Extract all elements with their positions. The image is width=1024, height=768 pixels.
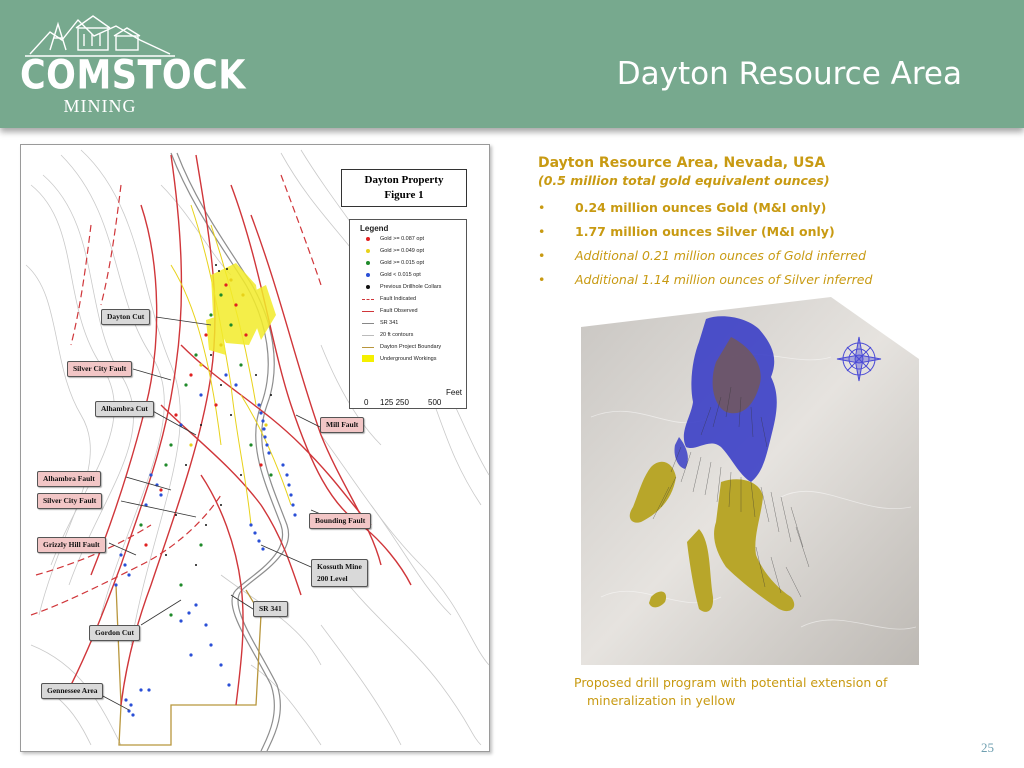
legend-dot-icon — [366, 273, 370, 277]
legend-item-label: Fault Indicated — [380, 296, 417, 302]
legend-item-label: 20 ft contours — [380, 332, 414, 338]
bullet-silver-inferred — [538, 268, 978, 292]
legend-item — [350, 341, 466, 353]
bullet-gold-inferred — [538, 244, 978, 268]
callout-gordon-cut: Gordon Cut — [89, 625, 140, 641]
legend-item-label: Gold >= 0.087 opt — [380, 236, 425, 242]
callout-dayton-cut: Dayton Cut — [101, 309, 150, 325]
scale-tick-0: 0 — [364, 398, 369, 407]
model-caption — [574, 674, 954, 710]
legend-line-swatch — [362, 299, 374, 300]
legend-item-label: SR 341 — [380, 320, 399, 326]
map-title-line2: Figure 1 — [384, 189, 424, 201]
legend-item — [350, 281, 466, 293]
legend-item-label: Fault Observed — [380, 308, 418, 314]
caption-line2: mineralization in yellow — [587, 693, 736, 708]
kossuth-line2: 200 Level — [317, 574, 348, 583]
legend-items — [350, 233, 466, 365]
bullet-list — [538, 196, 978, 292]
legend-line-swatch — [362, 323, 374, 324]
legend-item — [350, 353, 466, 365]
caption-line1: Proposed drill program with potential extension of — [574, 675, 888, 690]
legend-item — [350, 257, 466, 269]
kossuth-line1: Kossuth Mine — [317, 562, 362, 571]
logo-subtitle: MINING — [63, 96, 137, 116]
dayton-property-map — [20, 144, 490, 752]
slide-header — [0, 0, 1024, 128]
callout-sr341: SR 341 — [253, 601, 288, 617]
bullet-text: 0.24 million ounces Gold (M&I only) — [575, 200, 827, 215]
bullet-gold-mi — [538, 196, 978, 220]
bullet-text: Additional 1.14 million ounces of Silver inferred — [575, 272, 873, 287]
callout-gennessee-area: Gennessee Area — [41, 683, 103, 699]
legend-item-label: Dayton Project Boundary — [380, 344, 442, 350]
bullet-silver-mi — [538, 220, 978, 244]
map-title-line1: Dayton Property — [364, 174, 444, 186]
legend-dot-icon — [366, 249, 370, 253]
callout-alhambra-fault: Alhambra Fault — [37, 471, 101, 487]
3d-orebody-model — [581, 297, 919, 665]
legend-item — [350, 305, 466, 317]
legend-line-swatch — [362, 347, 374, 348]
scale-unit: Feet — [446, 388, 463, 397]
bullet-text: 1.77 million ounces Silver (M&I only) — [575, 224, 835, 239]
underground-workings — [206, 263, 276, 355]
legend-item — [350, 233, 466, 245]
callout-bounding-fault: Bounding Fault — [309, 513, 371, 529]
summary-subheading: (0.5 million total gold equivalent ounces) — [538, 173, 830, 188]
callout-silver-city-fault-top: Silver City Fault — [67, 361, 132, 377]
legend-item — [350, 245, 466, 257]
scale-tick-end: 500 — [428, 398, 442, 407]
legend-item-label: Previous Drillhole Collars — [380, 284, 442, 290]
legend-item — [350, 329, 466, 341]
resource-summary — [538, 154, 978, 292]
page-number: 25 — [981, 740, 994, 755]
bullet-marker: • — [538, 224, 546, 239]
legend-item — [350, 293, 466, 305]
legend-dot-icon — [366, 261, 370, 265]
legend-item — [350, 317, 466, 329]
summary-heading: Dayton Resource Area, Nevada, USA — [538, 155, 826, 171]
comstock-mining-logo — [20, 10, 246, 118]
legend-dot-icon — [366, 285, 370, 289]
callout-silver-city-fault: Silver City Fault — [37, 493, 102, 509]
legend-line-swatch — [362, 335, 374, 336]
bullet-marker: • — [538, 272, 546, 287]
legend-heading: Legend — [360, 224, 389, 233]
bullet-marker: • — [538, 248, 546, 263]
map-title-box — [341, 169, 467, 207]
legend-dot-icon — [366, 237, 370, 241]
callout-mill-fault: Mill Fault — [320, 417, 364, 433]
legend-item — [350, 269, 466, 281]
bullet-text: Additional 0.21 million ounces of Gold inferred — [575, 248, 867, 263]
legend-item-label: Gold < 0.015 opt — [380, 272, 421, 278]
legend-item-label: Gold >= 0.015 opt — [380, 260, 425, 266]
callout-kossuth-mine — [311, 559, 368, 587]
map-legend — [349, 219, 467, 409]
legend-item-label: Gold >= 0.049 opt — [380, 248, 425, 254]
legend-item-label: Underground Workings — [380, 356, 437, 362]
logo-wordmark: COMSTOCK — [20, 53, 246, 99]
callout-alhambra-cut: Alhambra Cut — [95, 401, 154, 417]
callout-grizzly-hill-fault: Grizzly Hill Fault — [37, 537, 106, 553]
legend-line-swatch — [362, 311, 374, 312]
scale-tick-mid: 125 250 — [380, 398, 409, 407]
drillhole-dots — [114, 264, 296, 717]
3d-model-graphic — [581, 297, 919, 665]
legend-fill-swatch — [362, 355, 374, 362]
slide-title: Dayton Resource Area — [616, 56, 962, 92]
bullet-marker: • — [538, 200, 546, 215]
